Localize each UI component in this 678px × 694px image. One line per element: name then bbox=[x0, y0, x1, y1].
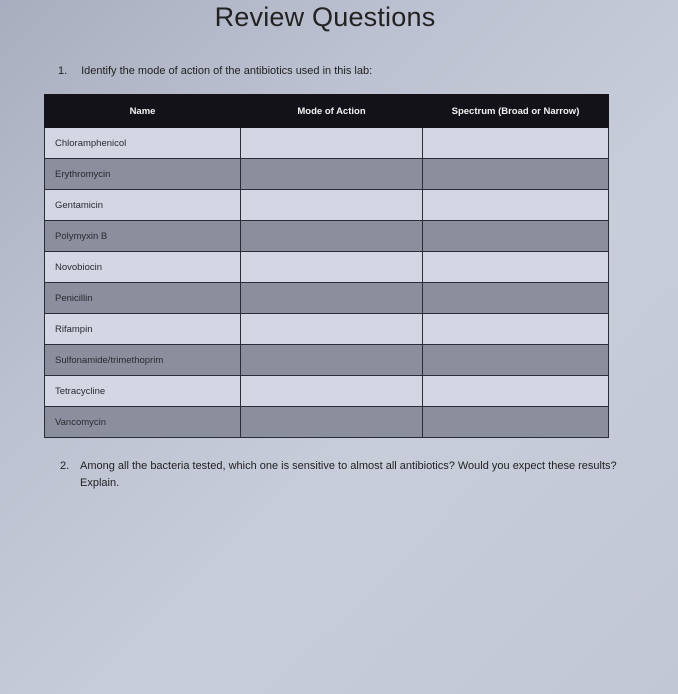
antibiotics-table bbox=[44, 94, 609, 438]
header-mode-of-action: Mode of Action bbox=[241, 95, 423, 128]
antibiotic-name: Tetracycline bbox=[45, 376, 241, 407]
mode-of-action-cell[interactable] bbox=[241, 190, 423, 221]
header-name: Name bbox=[45, 95, 241, 128]
table-row bbox=[45, 283, 609, 314]
table-row bbox=[45, 345, 609, 376]
question-1 bbox=[58, 65, 372, 77]
table-row bbox=[45, 190, 609, 221]
spectrum-cell[interactable] bbox=[423, 128, 609, 159]
mode-of-action-cell[interactable] bbox=[241, 345, 423, 376]
antibiotic-name: Gentamicin bbox=[45, 190, 241, 221]
antibiotic-name: Sulfonamide/trimethoprim bbox=[45, 345, 241, 376]
question-2 bbox=[60, 458, 620, 492]
antibiotics-table-container bbox=[44, 94, 608, 436]
table-row bbox=[45, 407, 609, 438]
table-row bbox=[45, 252, 609, 283]
antibiotic-name: Penicillin bbox=[45, 283, 241, 314]
mode-of-action-cell[interactable] bbox=[241, 283, 423, 314]
spectrum-cell[interactable] bbox=[423, 252, 609, 283]
antibiotic-name: Chloramphenicol bbox=[45, 128, 241, 159]
mode-of-action-cell[interactable] bbox=[241, 252, 423, 283]
spectrum-cell[interactable] bbox=[423, 283, 609, 314]
question-1-number: 1. bbox=[58, 65, 68, 77]
question-1-text: Identify the mode of action of the antibiotics used in this lab: bbox=[81, 65, 373, 77]
spectrum-cell[interactable] bbox=[423, 376, 609, 407]
table-row bbox=[45, 314, 609, 345]
spectrum-cell[interactable] bbox=[423, 159, 609, 190]
table-row bbox=[45, 221, 609, 252]
spectrum-cell[interactable] bbox=[423, 190, 609, 221]
antibiotic-name: Novobiocin bbox=[45, 252, 241, 283]
table-row bbox=[45, 128, 609, 159]
table-row bbox=[45, 376, 609, 407]
spectrum-cell[interactable] bbox=[423, 221, 609, 252]
spectrum-cell[interactable] bbox=[423, 345, 609, 376]
spectrum-cell[interactable] bbox=[423, 407, 609, 438]
question-2-text: Among all the bacteria tested, which one is sensitive to almost all antibiotics? Would you expect these results? Explain. bbox=[80, 460, 617, 489]
mode-of-action-cell[interactable] bbox=[241, 407, 423, 438]
question-2-number: 2. bbox=[60, 460, 70, 472]
mode-of-action-cell[interactable] bbox=[241, 376, 423, 407]
page-title: Review Questions bbox=[214, 2, 436, 32]
antibiotic-name: Vancomycin bbox=[45, 407, 241, 438]
antibiotic-name: Erythromycin bbox=[45, 159, 241, 190]
antibiotic-name: Polymyxin B bbox=[45, 221, 241, 252]
header-spectrum: Spectrum (Broad or Narrow) bbox=[423, 95, 609, 128]
mode-of-action-cell[interactable] bbox=[241, 221, 423, 252]
antibiotic-name: Rifampin bbox=[45, 314, 241, 345]
spectrum-cell[interactable] bbox=[423, 314, 609, 345]
mode-of-action-cell[interactable] bbox=[241, 159, 423, 190]
mode-of-action-cell[interactable] bbox=[241, 128, 423, 159]
table-row bbox=[45, 159, 609, 190]
mode-of-action-cell[interactable] bbox=[241, 314, 423, 345]
table-header-row bbox=[45, 95, 609, 128]
